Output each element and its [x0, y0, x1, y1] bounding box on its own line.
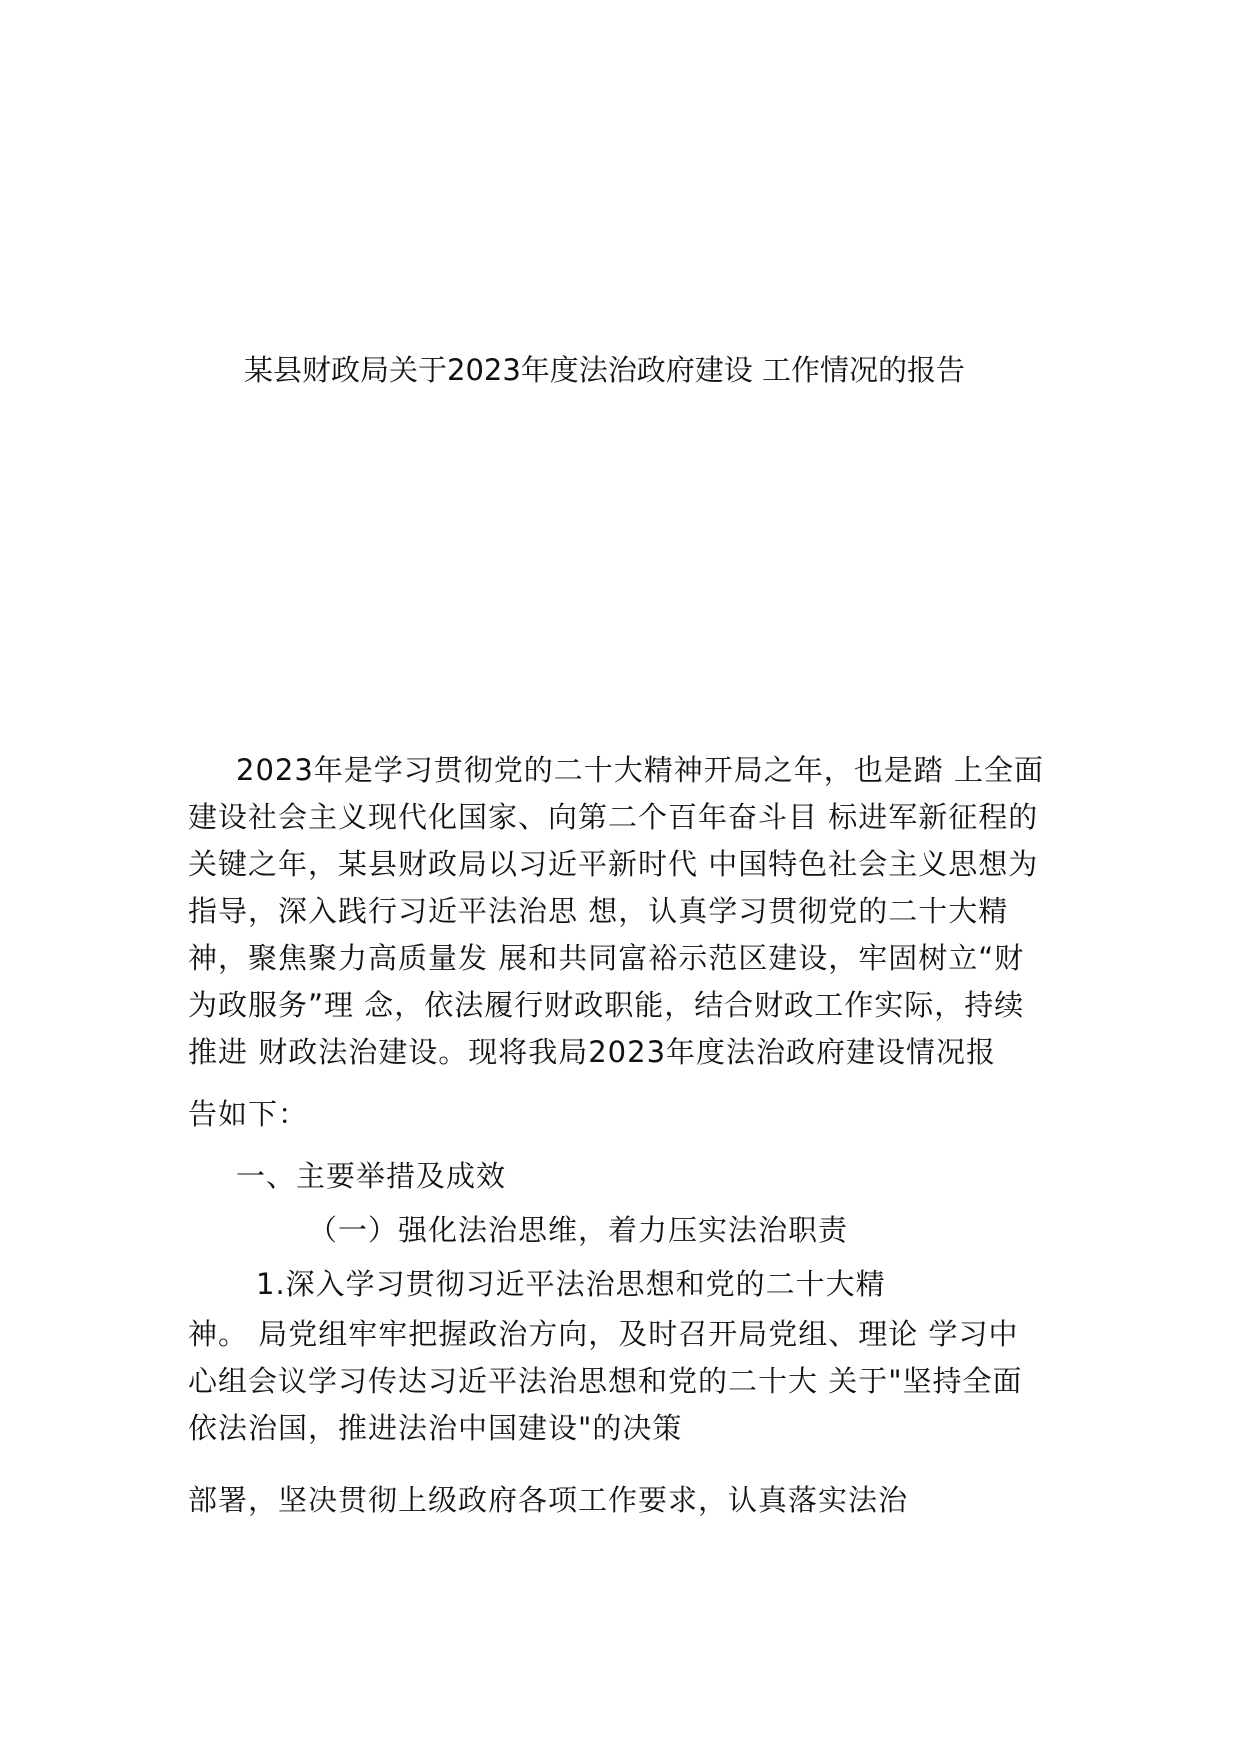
intro-line-6: 为政服务”理 念，依法履行财政职能，结合财政工作实际，持续	[188, 988, 1025, 1022]
intro-line-2: 建设社会主义现代化国家、向第二个百年奋斗目 标进军新征程的	[188, 800, 1039, 834]
intro-line-8: 告如下：	[188, 1097, 309, 1131]
document-title: 某县财政局关于2023年度法治政府建设 工作情况的报告	[244, 353, 966, 387]
intro-line-7: 推进 财政法治建设。现将我局2023年度法治政府建设情况报	[188, 1035, 997, 1069]
intro-line-4: 指导，深入践行习近平法治思 想，认真学习贯彻党的二十大精	[188, 894, 1009, 928]
section-heading: 一、主要举措及成效	[236, 1159, 507, 1193]
intro-line-5: 神，聚焦聚力高质量发 展和共同富裕示范区建设，牢固树立“财	[188, 941, 1025, 975]
item-line-1: 神。 局党组牢牢把握政治方向，及时召开局党组、理论 学习中	[188, 1317, 1019, 1351]
item-line-4: 部署，坚决贯彻上级政府各项工作要求，认真落实法治	[188, 1483, 909, 1517]
intro-line-3: 关键之年，某县财政局以习近平新时代 中国特色社会主义思想为	[188, 847, 1039, 881]
item-line-3: 依法治国，推进法治中国建设"的决策	[188, 1411, 683, 1445]
item-line-2: 心组会议学习传达习近平法治思想和党的二十大 关于"坚持全面	[188, 1364, 1023, 1398]
subsection-heading: （一）强化法治思维，着力压实法治职责	[308, 1213, 849, 1247]
item-heading: 1.深入学习贯彻习近平法治思想和党的二十大精	[256, 1267, 886, 1301]
intro-line-1: 2023年是学习贯彻党的二十大精神开局之年，也是踏 上全面	[236, 753, 1045, 787]
